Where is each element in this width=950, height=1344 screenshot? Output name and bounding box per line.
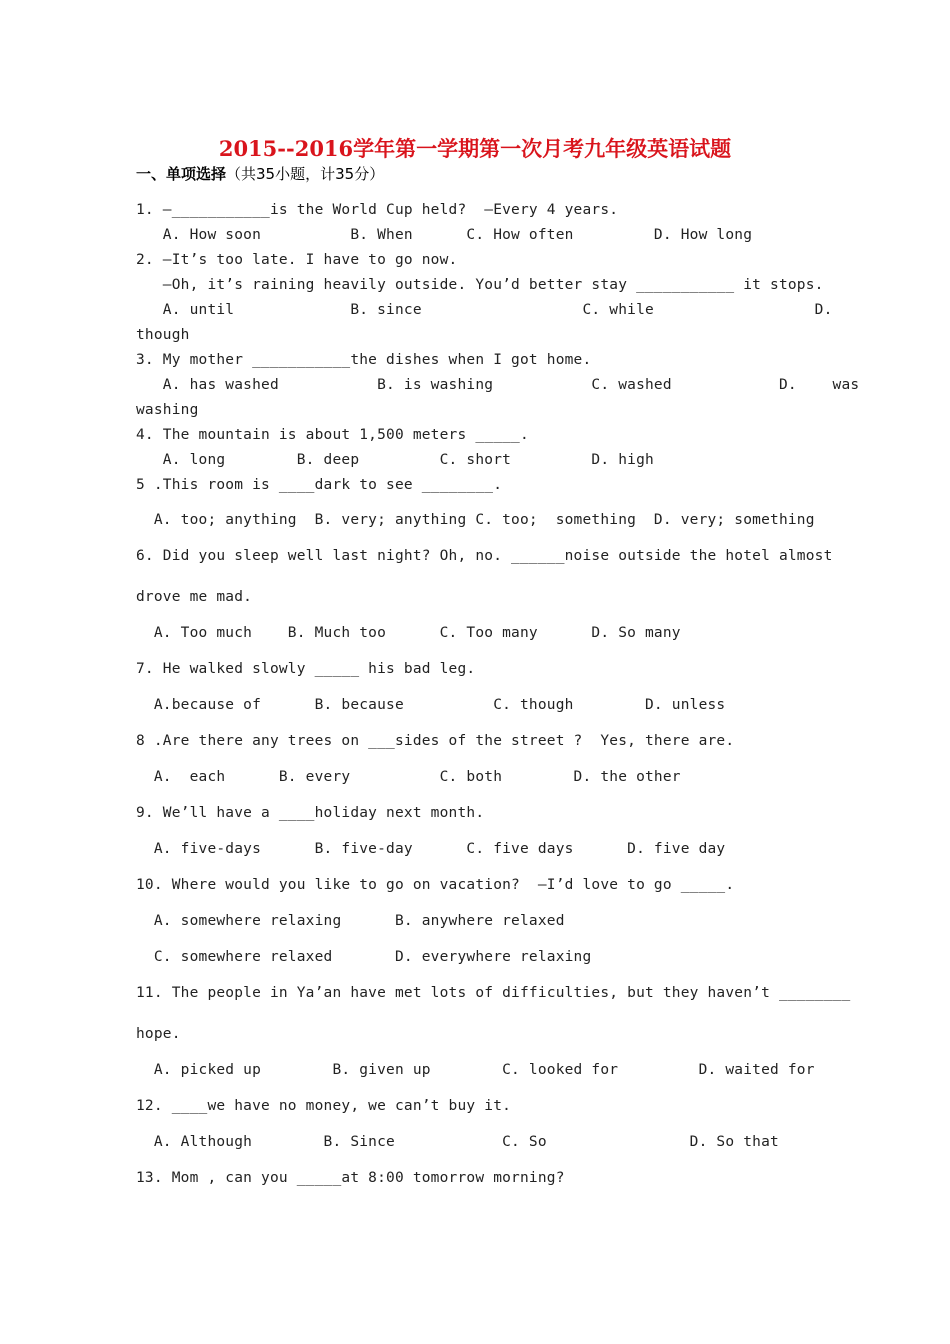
section-heading: [136, 163, 384, 184]
exam-title: 2015--2016学年第一学期第一次月考九年级英语试题: [218, 136, 732, 161]
options-line: A. Although B. Since C. So D. So that: [136, 1134, 779, 1150]
question-line: 8 .Are there any trees on ___sides of the street ? Yes, there are.: [136, 733, 735, 749]
question-line: —Oh, it’s raining heavily outside. You’d better stay ___________ it stops.: [136, 277, 824, 293]
question-line: 12. ____we have no money, we can’t buy it.: [136, 1098, 512, 1114]
options-line: C. somewhere relaxed D. everywhere relaxing: [136, 949, 592, 965]
question-line: 1. —___________is the World Cup held? —Every 4 years.: [136, 202, 619, 218]
question-line: 13. Mom , can you _____at 8:00 tomorrow morning?: [136, 1170, 565, 1186]
question-line-continued: hope.: [136, 1026, 181, 1042]
options-line: A. somewhere relaxing B. anywhere relaxed: [136, 913, 565, 929]
options-line: A. long B. deep C. short D. high: [136, 452, 654, 468]
section-heading-label: 一、单项选择: [136, 165, 227, 183]
question-line: 11. The people in Ya’an have met lots of difficulties, but they haven’t ________: [136, 985, 851, 1001]
options-line: A. each B. every C. both D. the other: [136, 769, 681, 785]
options-line: A. picked up B. given up C. looked for D. waited for: [136, 1062, 815, 1078]
options-line: A.because of B. because C. though D. unless: [136, 697, 726, 713]
options-line: A. has washed B. is washing C. washed D. was: [136, 377, 860, 393]
options-line: A. five-days B. five-day C. five days D. five day: [136, 841, 726, 857]
options-line: A. until B. since C. while D.: [136, 302, 833, 318]
question-line: 6. Did you sleep well last night? Oh, no. ______noise outside the hotel almost: [136, 548, 833, 564]
options-line-continued: washing: [136, 402, 199, 418]
options-line-continued: though: [136, 327, 190, 343]
question-line: 4. The mountain is about 1,500 meters _____.: [136, 427, 529, 443]
question-line: 2. —It’s too late. I have to go now.: [136, 252, 458, 268]
question-line-continued: drove me mad.: [136, 589, 253, 605]
question-line: 3. My mother ___________the dishes when I got home.: [136, 352, 592, 368]
options-line: A. too; anything B. very; anything C. too; something D. very; something: [136, 512, 815, 528]
question-line: 9. We’ll have a ____holiday next month.: [136, 805, 485, 821]
options-line: A. How soon B. When C. How often D. How long: [136, 227, 753, 243]
question-line: 10. Where would you like to go on vacation? —I’d love to go _____.: [136, 877, 735, 893]
question-line: 5 .This room is ____dark to see ________.: [136, 477, 503, 493]
options-line: A. Too much B. Much too C. Too many D. So many: [136, 625, 681, 641]
section-heading-note: （共35小题，计35分）: [226, 165, 385, 183]
question-line: 7. He walked slowly _____ his bad leg.: [136, 661, 476, 677]
